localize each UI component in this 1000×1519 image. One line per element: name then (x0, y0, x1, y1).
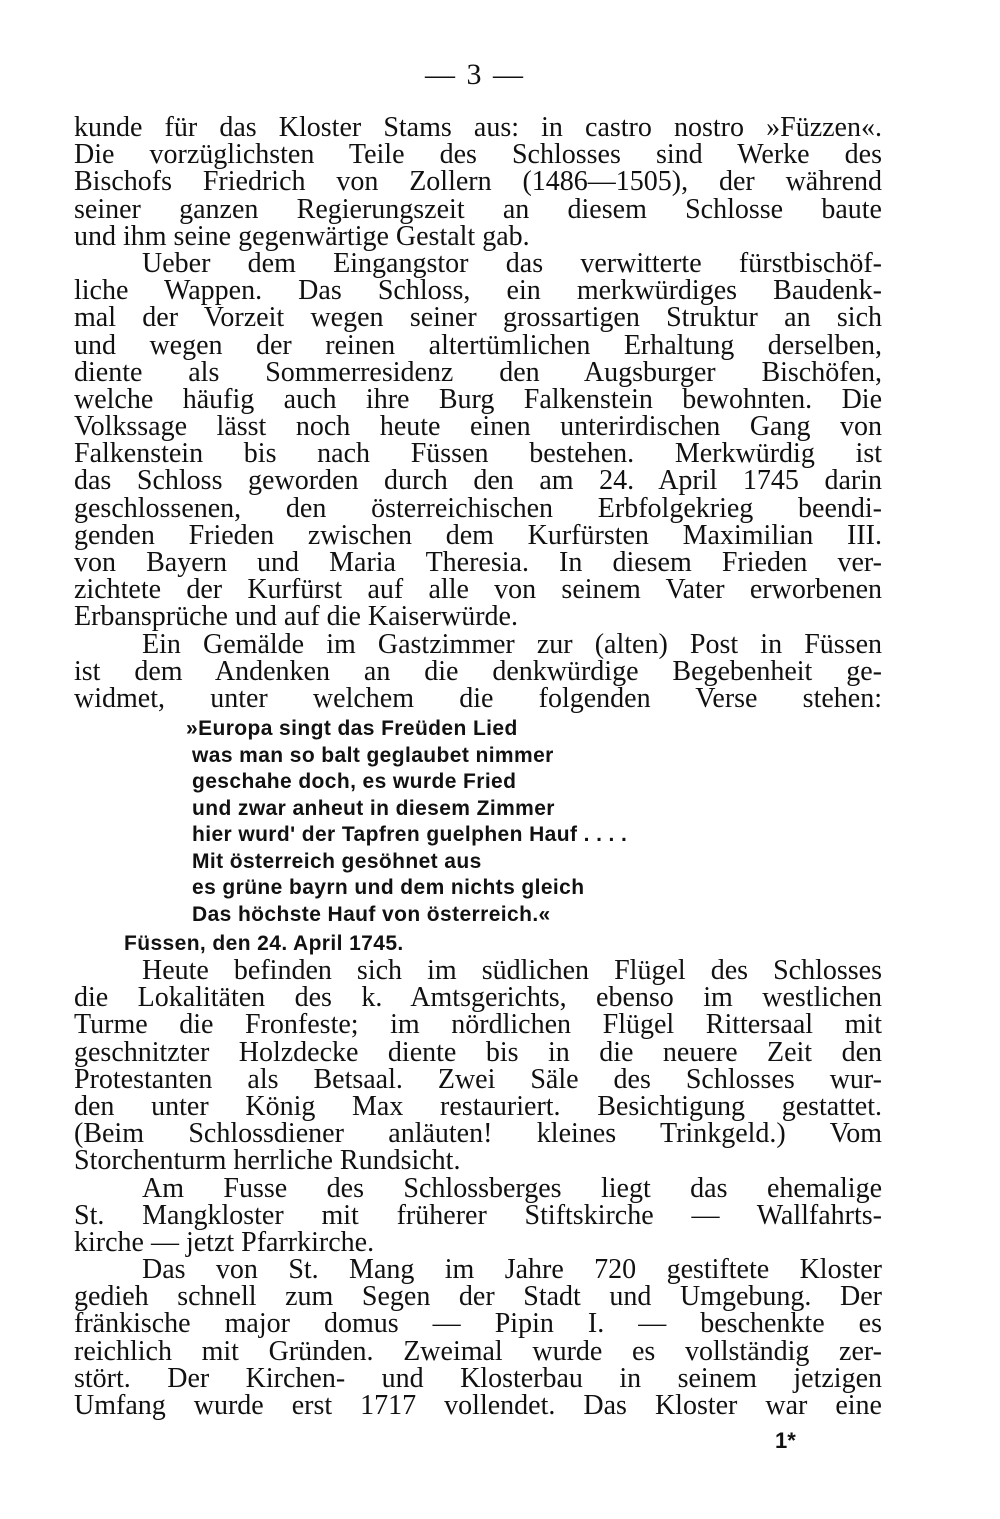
body-text-bottom (74, 957, 882, 1419)
text-line: Bischofs Friedrich von Zollern (1486—1505), der während (74, 166, 882, 198)
text-line: die Lokalitäten des k. Amtsgerichts, ebenso im westlichen (74, 982, 882, 1014)
text-line: Das von St. Mang im Jahre 720 gestiftete Kloster (142, 1254, 882, 1286)
text-line: und ihm seine gegenwärtige Gestalt gab. (74, 220, 530, 252)
verse-dateline: Füssen, den 24. April 1745. (124, 932, 404, 955)
text-line: kunde für das Kloster Stams aus: in castro nostro »Füzzen«. (74, 112, 882, 143)
text-line: liche Wappen. Das Schloss, ein merkwürdiges Baudenk- (74, 275, 882, 307)
text-line: Ein Gemälde im Gastzimmer zur (alten) Post in Füssen (142, 628, 882, 660)
verse-line: es grüne bayrn und dem nichts gleich (192, 876, 585, 899)
verse-line: hier wurd' der Tapfren guelphen Hauf . . . . (192, 823, 628, 846)
page-number: — 3 — (425, 58, 525, 91)
text-line: kirche — jetzt Pfarrkirche. (74, 1226, 375, 1258)
text-line: stört. Der Kirchen- und Klosterbau in seinem jetzigen (74, 1362, 882, 1394)
text-line: Turme die Fronfeste; im nördlichen Flügel Rittersaal mit (74, 1009, 882, 1041)
text-line: seiner ganzen Regierungszeit an diesem Schlosse baute (74, 193, 882, 225)
text-line: Umfang wurde erst 1717 vollendet. Das Kloster war eine (74, 1390, 882, 1421)
text-line: das Schloss geworden durch den am 24. April 1745 darin (74, 465, 882, 497)
text-line: Falkenstein bis nach Füssen bestehen. Merkwürdig ist (74, 438, 882, 470)
text-line: von Bayern und Maria Theresia. In diesem Frieden ver- (74, 547, 882, 578)
text-line: Volkssage lässt noch heute einen unterirdischen Gang von (74, 411, 882, 443)
text-line: widmet, unter welchem die folgenden Verse stehen: (74, 682, 882, 714)
text-line: geschnitzter Holzdecke diente bis in die neuere Zeit den (74, 1036, 882, 1068)
text-line: welche häufig auch ihre Burg Falkenstein bewohnten. Die (74, 383, 882, 415)
signature-mark: 1* (775, 1428, 796, 1453)
text-line: Am Fusse des Schlossberges liegt das ehemalige (142, 1172, 882, 1204)
text-line: zichtete der Kurfürst auf alle von seinem Vater erworbenen (74, 574, 882, 606)
text-line: den unter König Max restauriert. Besichtigung gestattet. (74, 1090, 882, 1122)
verse-line: Das höchste Hauf von österreich.« (192, 902, 551, 926)
text-line: geschlossenen, den österreichischen Erbfolgekrieg beendi- (74, 492, 882, 524)
verse-line: »Europa singt das Freüden Lied (186, 717, 518, 740)
text-line: mal der Vorzeit wegen seiner grossartigen Struktur an sich (74, 302, 882, 334)
verse-line: geschahe doch, es wurde Fried (192, 770, 517, 793)
text-line: Die vorzüglichsten Teile des Schlosses sind Werke des (74, 139, 882, 171)
body-text-top (74, 114, 882, 712)
text-line: gedieh schnell zum Segen der Stadt und Umgebung. Der (74, 1281, 882, 1313)
text-line: und wegen der reinen altertümlichen Erhaltung derselben, (74, 329, 882, 361)
verse-line: Mit österreich gesöhnet aus (192, 849, 482, 873)
text-line: Heute befinden sich im südlichen Flügel des Schlosses (142, 955, 882, 986)
text-line: Ueber dem Eingangstor das verwitterte fürstbischöf- (142, 247, 882, 279)
text-line: Storchenturm herrliche Rundsicht. (74, 1145, 461, 1177)
text-line: ist dem Andenken an die denkwürdige Begebenheit ge- (74, 655, 882, 687)
verse-line: was man so balt geglaubet nimmer (192, 743, 554, 767)
text-line: Erbansprüche und auf die Kaiserwürde. (74, 601, 518, 633)
text-line: reichlich mit Gründen. Zweimal wurde es vollständig zer- (74, 1335, 882, 1367)
text-line: fränkische major domus — Pipin I. — beschenkte es (74, 1308, 882, 1340)
verse-line: und zwar anheut in diesem Zimmer (192, 796, 555, 820)
verse-inscription (186, 716, 792, 928)
text-line: St. Mangkloster mit früherer Stiftskirche — Wallfahrts- (74, 1199, 882, 1231)
text-line: (Beim Schlossdiener anläuten! kleines Trinkgeld.) Vom (74, 1118, 882, 1150)
text-line: diente als Sommerresidenz den Augsburger Bischöfen, (74, 356, 882, 388)
text-line: Protestanten als Betsaal. Zwei Säle des Schlosses wur- (74, 1063, 882, 1095)
text-line: genden Frieden zwischen dem Kurfürsten Maximilian III. (74, 519, 882, 551)
